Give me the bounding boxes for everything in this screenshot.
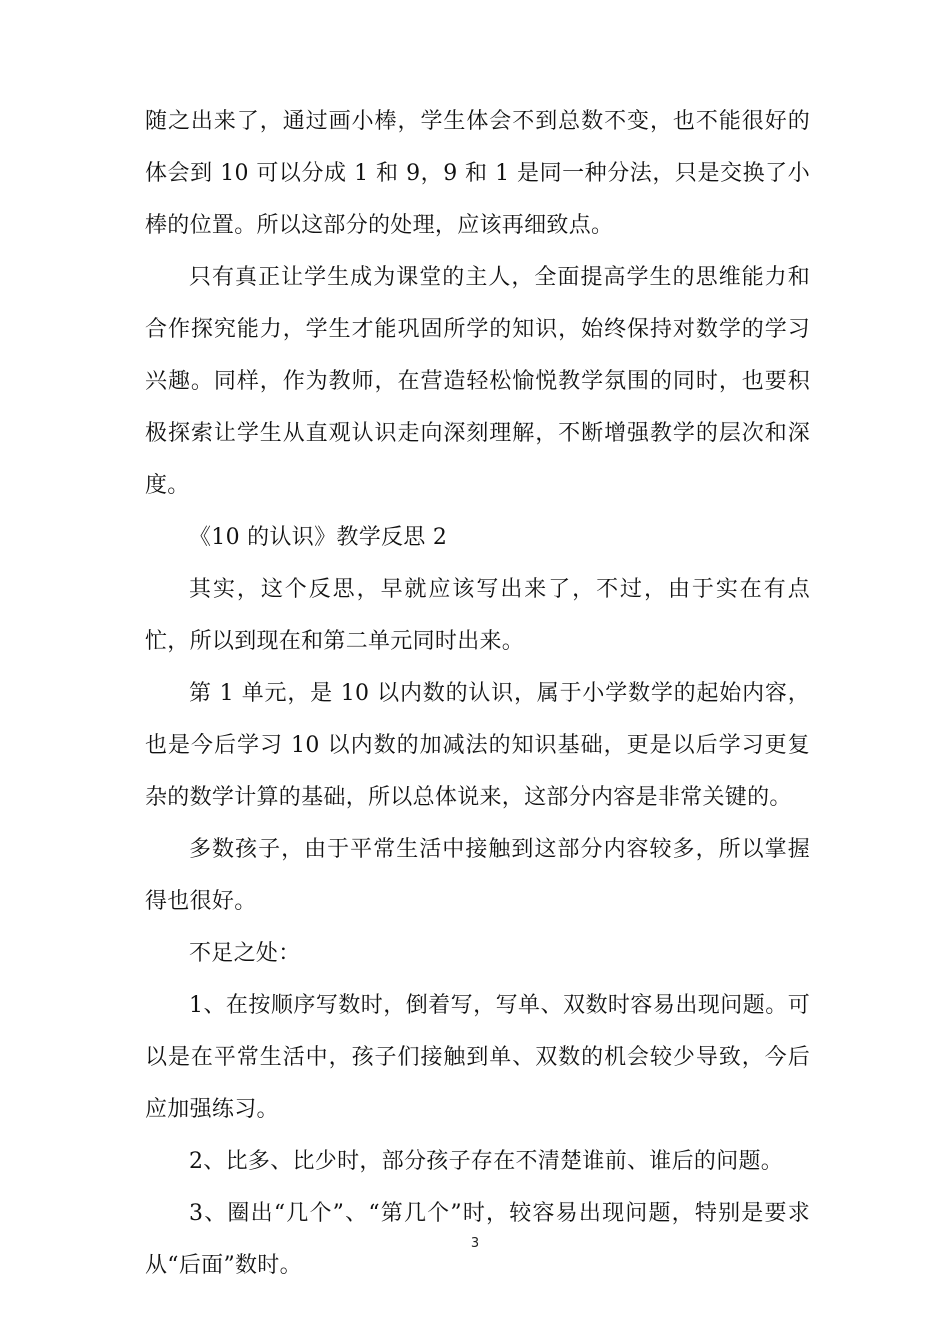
list-item-1: 1、在按顺序写数时，倒着写，写单、双数时容易出现问题。可以是在平常生活中，孩子们接触到单、双数的机会较少导致，今后应加强练习。 xyxy=(145,993,810,1122)
paragraph-mastery: 多数孩子，由于平常生活中接触到这部分内容较多，所以掌握得也很好。 xyxy=(145,837,810,914)
paragraph-intro: 其实，这个反思，早就应该写出来了，不过，由于实在有点忙，所以到现在和第二单元同时出来。 xyxy=(145,577,810,654)
document-body xyxy=(145,96,810,1292)
page-number: 3 xyxy=(470,1236,480,1251)
paragraph-unit-one: 第 1 单元，是 10 以内数的认识，属于小学数学的起始内容，也是今后学习 10 以内数的加减法的知识基础，更是以后学习更复杂的数学计算的基础，所以总体说来，这部分内容是非常关键的。 xyxy=(145,681,810,810)
paragraph-summary: 只有真正让学生成为课堂的主人，全面提高学生的思维能力和合作探究能力，学生才能巩固所学的知识，始终保持对数学的学习兴趣。同样，作为教师，在营造轻松愉悦教学氛围的同时，也要积极探索让学生从直观认识走向深刻理解，不断增强教学的层次和深度。 xyxy=(145,265,810,498)
shortcomings-heading: 不足之处： xyxy=(189,941,301,966)
list-item-2: 2、比多、比少时，部分孩子存在不清楚谁前、谁后的问题。 xyxy=(189,1149,784,1174)
paragraph-continuation: 随之出来了，通过画小棒，学生体会不到总数不变，也不能很好的体会到 10 可以分成 1 和 9，9 和 1 是同一种分法，只是交换了小棒的位置。所以这部分的处理，应该再细致点。 xyxy=(145,109,810,238)
list-item-3: 3、圈出“几个”、“第几个”时，较容易出现问题，特别是要求从“后面”数时。 xyxy=(145,1201,810,1278)
section-heading: 《10 的认识》教学反思 2 xyxy=(189,525,448,550)
